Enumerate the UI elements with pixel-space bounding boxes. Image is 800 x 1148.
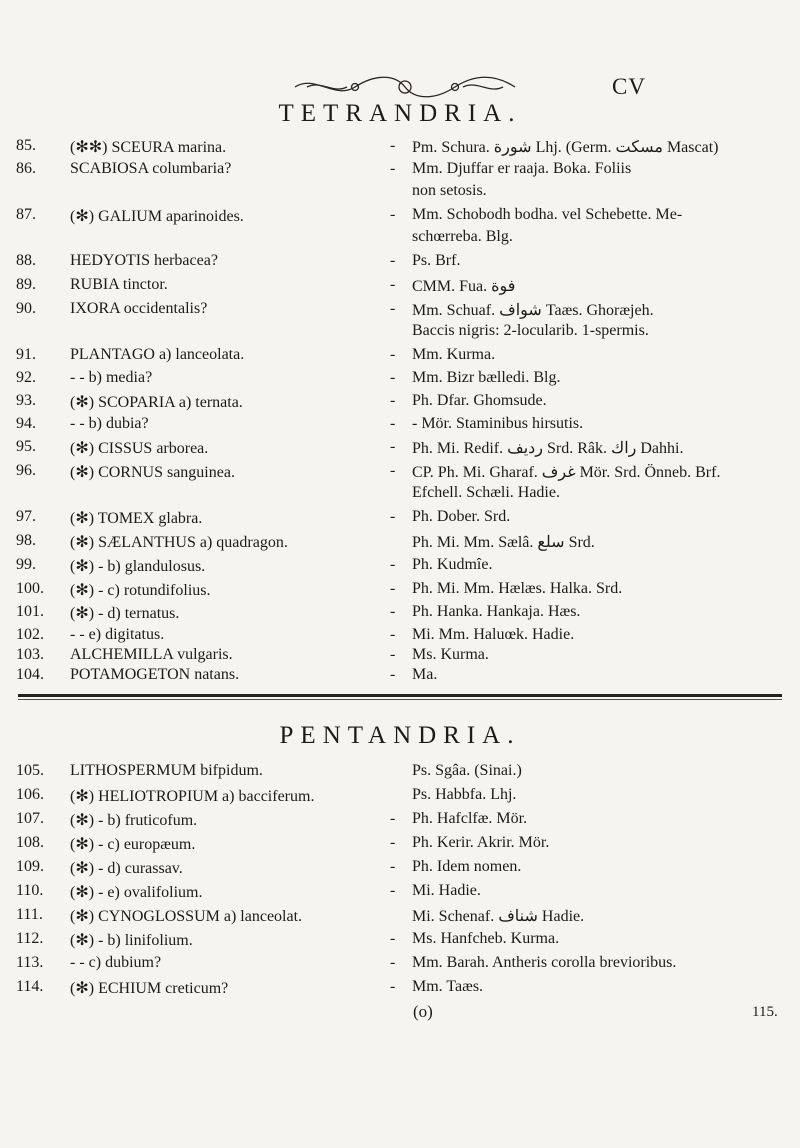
entry-number: 99. xyxy=(16,556,36,573)
vernacular-names: - Mör. Staminibus hirsutis. xyxy=(412,415,584,432)
entry-number: 110. xyxy=(16,882,44,899)
separator-dash: - xyxy=(390,882,396,899)
taxon-name: - - b) media? xyxy=(70,369,153,386)
vernacular-names: Mm. Barah. Antheris corolla brevioribus. xyxy=(412,954,677,971)
separator-dash: - xyxy=(390,438,396,455)
separator-dash: - xyxy=(390,810,396,827)
taxon-name: IXORA occidentalis? xyxy=(70,300,208,317)
taxon-name: PLANTAGO a) lanceolata. xyxy=(70,346,245,363)
catchword: 115. xyxy=(752,1004,778,1020)
vernacular-continuation: Efchell. Schæli. Hadie. xyxy=(412,484,560,501)
divider-thick xyxy=(18,694,782,697)
entry-number: 97. xyxy=(16,508,36,525)
separator-dash: - xyxy=(390,415,396,432)
taxon-name: POTAMOGETON natans. xyxy=(70,666,240,683)
entry-number: 114. xyxy=(16,978,44,995)
vernacular-names: Mi. Hadie. xyxy=(412,882,481,899)
vernacular-names: Ph. Mi. Redif. رديف Srd. Râk. راك Dahhi. xyxy=(412,440,684,457)
vernacular-names: Ms. Hanfcheb. Kurma. xyxy=(412,930,560,947)
entry-number: 108. xyxy=(16,834,44,851)
entry-number: 113. xyxy=(16,954,44,971)
header-ornament xyxy=(285,70,525,104)
taxon-name: RUBIA tinctor. xyxy=(70,276,168,293)
section-heading-pentandria: PENTANDRIA. xyxy=(279,722,521,749)
taxon-name: - - c) dubium? xyxy=(70,954,162,971)
separator-dash: - xyxy=(390,646,396,663)
entry-number: 111. xyxy=(16,906,43,923)
entry-104 xyxy=(0,666,800,696)
vernacular-names: Mm. Taæs. xyxy=(412,978,484,995)
entry-number: 89. xyxy=(16,276,36,293)
entry-number: 112. xyxy=(16,930,44,947)
separator-dash: - xyxy=(390,666,396,683)
vernacular-names: Mm. Kurma. xyxy=(412,346,496,363)
entry-number: 107. xyxy=(16,810,44,827)
separator-dash: - xyxy=(390,556,396,573)
vernacular-names: CMM. Fua. فوة xyxy=(412,278,516,295)
entry-number: 95. xyxy=(16,438,36,455)
taxon-name: - - b) dubia? xyxy=(70,415,149,432)
taxon-name: (✻) CYNOGLOSSUM a) lanceolat. xyxy=(70,908,303,925)
entry-number: 106. xyxy=(16,786,44,803)
taxon-name: (✻) SCOPARIA a) ternata. xyxy=(70,394,243,411)
entry-number: 85. xyxy=(16,137,36,154)
vernacular-names: Mi. Mm. Haluœk. Hadie. xyxy=(412,626,575,643)
entry-number: 100. xyxy=(16,580,44,597)
separator-dash: - xyxy=(390,462,396,479)
entry-number: 102. xyxy=(16,626,44,643)
separator-dash: - xyxy=(390,930,396,947)
separator-dash: - xyxy=(390,603,396,620)
entry-number: 101. xyxy=(16,603,44,620)
vernacular-names: Ph. Dfar. Ghomsude. xyxy=(412,392,547,409)
vernacular-names: Ph. Hanka. Hankaja. Hæs. xyxy=(412,603,581,620)
taxon-name: (✻) - b) fruticofum. xyxy=(70,812,198,829)
separator-dash: - xyxy=(390,626,396,643)
entry-number: 103. xyxy=(16,646,44,663)
vernacular-names: Ph. Kudmîe. xyxy=(412,556,493,573)
taxon-name: (✻) HELIOTROPIUM a) bacciferum. xyxy=(70,788,315,805)
vernacular-names: Ma. xyxy=(412,666,438,683)
vernacular-names: Mm. Schobodh bodha. vel Schebette. Me- xyxy=(412,206,683,223)
separator-dash: - xyxy=(390,206,396,223)
vernacular-names: Pm. Schura. شورة Lhj. (Germ. مسكت Mascat) xyxy=(412,139,719,156)
separator-dash: - xyxy=(390,834,396,851)
taxon-name: (✻) CORNUS sanguinea. xyxy=(70,464,235,481)
entry-number: 98. xyxy=(16,532,36,549)
vernacular-names: Mm. Schuaf. شواف Taæs. Ghoræjeh. xyxy=(412,302,654,319)
vernacular-names: Mm. Bizr bælledi. Blg. xyxy=(412,369,561,386)
taxon-name: (✻) TOMEX glabra. xyxy=(70,510,203,527)
taxon-name: ALCHEMILLA vulgaris. xyxy=(70,646,233,663)
separator-dash: - xyxy=(390,160,396,177)
entry-number: 93. xyxy=(16,392,36,409)
separator-dash: - xyxy=(390,508,396,525)
entry-number: 96. xyxy=(16,462,36,479)
vernacular-names: Ps. Sgâa. (Sinai.) xyxy=(412,762,522,779)
entry-number: 109. xyxy=(16,858,44,875)
entry-number: 92. xyxy=(16,369,36,386)
vernacular-names: Mi. Schenaf. شناف Hadie. xyxy=(412,908,585,925)
separator-dash: - xyxy=(390,858,396,875)
vernacular-names: Ps. Habbfa. Lhj. xyxy=(412,786,517,803)
entry-number: 88. xyxy=(16,252,36,269)
taxon-name: (✻✻) SCEURA marina. xyxy=(70,139,227,156)
vernacular-names: Mm. Djuffar er raaja. Boka. Foliis xyxy=(412,160,632,177)
taxon-name: (✻) - c) rotundifolius. xyxy=(70,582,211,599)
section-divider xyxy=(18,694,782,700)
taxon-name: (✻) - d) ternatus. xyxy=(70,605,180,622)
separator-dash: - xyxy=(390,276,396,293)
taxon-name: - - e) digitatus. xyxy=(70,626,165,643)
taxon-name: SCABIOSA columbaria? xyxy=(70,160,232,177)
separator-dash: - xyxy=(390,346,396,363)
vernacular-names: Ms. Kurma. xyxy=(412,646,489,663)
vernacular-continuation: Baccis nigris: 2-locularib. 1-spermis. xyxy=(412,322,649,339)
entry-number: 91. xyxy=(16,346,36,363)
taxon-name: (✻) - b) glandulosus. xyxy=(70,558,206,575)
vernacular-names: Ph. Kerir. Akrir. Mör. xyxy=(412,834,550,851)
taxon-name: (✻) - c) europæum. xyxy=(70,836,196,853)
vernacular-continuation: schœrreba. Blg. xyxy=(412,228,513,245)
separator-dash: - xyxy=(390,392,396,409)
section-heading-tetrandria: TETRANDRIA. xyxy=(278,100,522,127)
taxon-name: HEDYOTIS herbacea? xyxy=(70,252,218,269)
entry-number: 104. xyxy=(16,666,44,683)
vernacular-names: Ph. Mi. Mm. Hælæs. Halka. Srd. xyxy=(412,580,623,597)
vernacular-names: CP. Ph. Mi. Gharaf. غرف Mör. Srd. Önneb. Brf. xyxy=(412,464,721,481)
taxon-name: (✻) - e) ovalifolium. xyxy=(70,884,203,901)
vernacular-names: Ph. Idem nomen. xyxy=(412,858,522,875)
taxon-name: (✻) GALIUM aparinoides. xyxy=(70,208,244,225)
separator-dash: - xyxy=(390,369,396,386)
separator-dash: - xyxy=(390,580,396,597)
separator-dash: - xyxy=(390,137,396,154)
page-number: CV xyxy=(612,74,646,99)
taxon-name: (✻) ECHIUM creticum? xyxy=(70,980,229,997)
separator-dash: - xyxy=(390,978,396,995)
separator-dash: - xyxy=(390,954,396,971)
divider-thin xyxy=(18,699,782,700)
taxon-name: (✻) SÆLANTHUS a) quadragon. xyxy=(70,534,288,551)
vernacular-names: Ps. Brf. xyxy=(412,252,461,269)
separator-dash: - xyxy=(390,252,396,269)
taxon-name: (✻) - d) curassav. xyxy=(70,860,183,877)
entry-number: 94. xyxy=(16,415,36,432)
entry-number: 105. xyxy=(16,762,44,779)
vernacular-names: Ph. Dober. Srd. xyxy=(412,508,511,525)
vernacular-continuation: non setosis. xyxy=(412,182,487,199)
signature-mark: (o) xyxy=(413,1002,433,1021)
vernacular-names: Ph. Mi. Mm. Sælâ. سلع Srd. xyxy=(412,534,595,551)
entry-number: 86. xyxy=(16,160,36,177)
taxon-name: (✻) CISSUS arborea. xyxy=(70,440,209,457)
entry-number: 87. xyxy=(16,206,36,223)
vernacular-names: Ph. Hafclfæ. Mör. xyxy=(412,810,528,827)
separator-dash: - xyxy=(390,300,396,317)
taxon-name: LITHOSPERMUM bifpidum. xyxy=(70,762,263,779)
taxon-name: (✻) - b) linifolium. xyxy=(70,932,193,949)
entry-114 xyxy=(0,978,800,1008)
entry-number: 90. xyxy=(16,300,36,317)
